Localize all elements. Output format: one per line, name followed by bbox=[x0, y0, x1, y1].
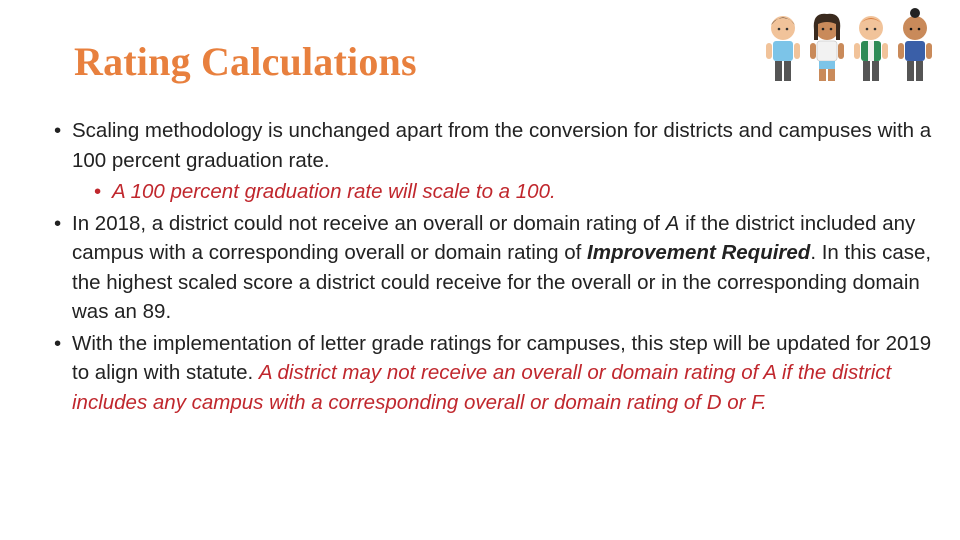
bullet-dot: • bbox=[54, 211, 62, 235]
bullet-item bbox=[54, 209, 934, 327]
bullet-dot: • bbox=[54, 119, 62, 142]
person-2-icon bbox=[810, 14, 844, 81]
bullet-text-part: In 2018, a district could not receive an overall or domain rating of bbox=[72, 211, 666, 235]
bullet-item bbox=[54, 329, 934, 418]
bullet-text: Scaling methodology is unchanged apart from the conversion for districts and campuses with a 100 percent graduation rate. bbox=[72, 119, 932, 172]
bullet-text-part: if the district included any campus with a corresponding overall or domain rating of bbox=[72, 211, 916, 264]
person-4-icon bbox=[898, 8, 932, 81]
bullet-text: With the implementation of letter grade ratings for campuses, this step will be updated for 2019 to align with statute. bbox=[72, 331, 932, 384]
person-1-icon bbox=[766, 16, 800, 81]
improvement-required-label: Improvement Required bbox=[587, 241, 811, 264]
bullet-dot: • bbox=[94, 180, 102, 203]
bullet-item bbox=[54, 116, 934, 175]
bullet-text-highlight: A district may not receive an overall or domain rating of A if the district includes any campus with a corresponding overall or domain rating of D or F. bbox=[72, 361, 892, 414]
rating-letter-a: A bbox=[665, 211, 680, 235]
bullet-dot: • bbox=[54, 331, 62, 355]
person-3-icon bbox=[854, 16, 888, 81]
slide-title: Rating Calculations bbox=[74, 39, 417, 84]
four-people-icon bbox=[760, 8, 940, 86]
bullet-text-part: . In this case, the highest scaled score a district could receive for the overall or in the corresponding domain was an 89. bbox=[72, 241, 932, 323]
slide-body bbox=[54, 116, 934, 419]
sub-bullet-item bbox=[54, 177, 934, 207]
sub-bullet-text: A 100 percent graduation rate will scale to a 100. bbox=[112, 180, 556, 203]
